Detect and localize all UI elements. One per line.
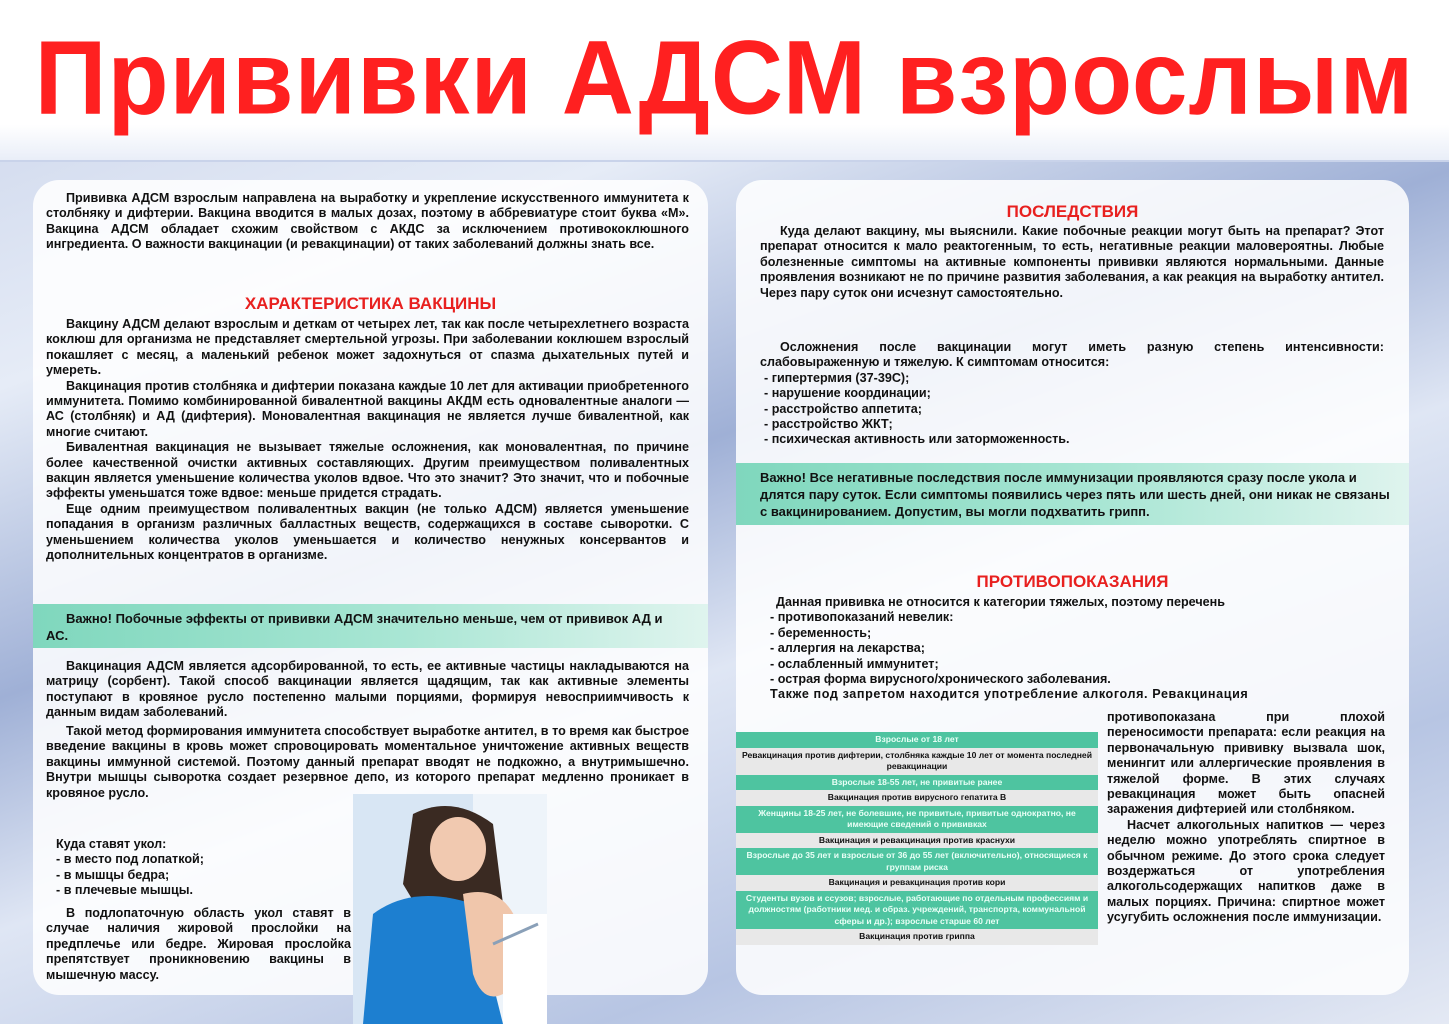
list-item: - расстройство аппетита; xyxy=(764,401,922,416)
table-row: Вакцинация и ревакцинация против краснухи xyxy=(736,833,1098,849)
injection-sites-title: Куда ставят укол: xyxy=(56,837,167,851)
char-paragraph-1: Вакцину АДСМ делают взрослым и деткам от четырех лет, так как после четырехлетнего возраста коклюш для организма не представляет смертельной угрозы. При заболевании коклюшем взрослый покашляет с месяц, а маленький ребенок может задохнуться от спазма дыхательных путей и умереть. xyxy=(46,317,689,378)
symptoms-list xyxy=(760,371,1384,448)
table-row: Ревакцинация против дифтерии, столбняка каждые 10 лет от момента последней ревакцинации xyxy=(736,748,1098,775)
table-row: Вакцинация против гриппа xyxy=(736,929,1098,945)
method-paragraph: Такой метод формирования иммунитета способствует выработке антител, в то время как быстрое введение вакцины в кровь может спровоцировать моментальное уничтожение активных веществ вакцины иммунной системой. Поэтому данный препарат вводят не подкожно, а внутримышечно. Внутри мышцы сыворотка создает резервное депо, из которого препарат медленно проникает в кровяное русло. xyxy=(46,724,689,800)
left-important-box xyxy=(33,604,708,648)
header-band xyxy=(0,0,1449,162)
characteristics-heading: ХАРАКТЕРИСТИКА ВАКЦИНЫ xyxy=(244,294,497,313)
list-item: - аллергия на лекарства; xyxy=(770,641,925,656)
subscapular-text xyxy=(46,906,351,983)
right-important-text: Важно! Все негативные последствия после иммунизации проявляются сразу после укола и длятся пару суток. Если симптомы появились через пять или шесть дней, они никак не связаны с вакцинированием. Допустим, вы могли подхватить грипп. xyxy=(760,470,1390,519)
char-paragraph-3: Бивалентная вакцинация не вызывает тяжелые осложнения, как моновалентная, по причине более качественной очистки активных составляющих. Другим преимуществом поливалентных вакцин является уменьшение количества уколов вдвое. Что это значит? Это значит, что и побочные эффекты уменьшатся тоже вдвое: меньше придется страдать. xyxy=(46,440,689,501)
characteristics-text xyxy=(46,317,689,564)
list-item: - гипертермия (37-39С); xyxy=(764,370,910,385)
list-item: - ослабленный иммунитет; xyxy=(770,656,939,671)
contra-intro: Данная прививка не относится к категории тяжелых, поэтому перечень xyxy=(776,595,1226,609)
consequences-paragraph-1: Куда делают вакцину, мы выяснили. Какие побочные реакции могут быть на препарат? Этот препарат относится к мало реактогенным, то есть, негативные реакции маловероятны. Любые болезненные симптомы на активные компоненты прививки являются нормальными. Данные проявления возникают не по причине развития заболевания, а как реакция на выработку антител. Через пару суток они исчезнут самостоятельно. xyxy=(760,224,1384,300)
list-item: - расстройство ЖКТ; xyxy=(764,417,893,432)
contraindications-list xyxy=(770,610,1390,687)
injection-sites xyxy=(46,837,346,899)
list-item: - в мышцы бедра; xyxy=(56,867,170,882)
table-row: Вакцинация и ревакцинация против кори xyxy=(736,875,1098,891)
table-row: Взрослые до 35 лет и взрослые от 36 до 55 лет (включительно), относящиеся к группам риска xyxy=(736,848,1098,875)
adsorbed-paragraph-1: Вакцинация АДСМ является адсорбированной, то есть, ее активные частицы накладываются на матрицу (сорбент). Такой способ вакцинации является щадящим, так как активные элементы поступают в кровяное русло постепенно малыми порциями, формируя невосприимчивость к данным видам заболеваний. xyxy=(46,659,689,720)
revaccination-text xyxy=(1107,710,1385,926)
table-row: Женщины 18-25 лет, не болевшие, не привитые, привитые однократно, не имеющие сведений о прививках xyxy=(736,806,1098,833)
list-item: - в место под лопаткой; xyxy=(56,852,204,867)
intro-paragraph: Прививка АДСМ взрослым направлена на выработку и укрепление искусственного иммунитета к столбняку и дифтерии. Вакцина вводится в малых дозах, поэтому в аббревиатуре стоит буква «М». Вакцина АДСМ обладает схожим свойством с АКДС за исключением противококлюшного ингредиента. О важности вакцинации (и ревакцинации) от таких заболеваний должны знать все. xyxy=(46,191,689,252)
right-important-box xyxy=(736,463,1409,525)
alcohol-line: Также под запретом находится употребление алкоголя. Ревакцинация xyxy=(770,687,1249,702)
complications-text xyxy=(760,340,1384,448)
contraindications-heading: ПРОТИВОПОКАЗАНИЯ xyxy=(976,572,1169,591)
list-item: - в плечевые мышцы. xyxy=(56,883,193,898)
vaccination-photo xyxy=(353,794,547,1024)
adsorbed-text xyxy=(46,659,689,721)
page-title: Прививки АДСМ взрослым xyxy=(34,19,1415,137)
list-item: - психическая активность или заторможенность. xyxy=(764,432,1070,447)
complications-paragraph: Осложнения после вакцинации могут иметь разную степень интенсивности: слабовыраженную и тяжелую. К симптомам относится: xyxy=(760,340,1384,370)
method-text xyxy=(46,724,689,801)
alcohol-paragraph: Насчет алкогольных напитков — через неделю можно употреблять спиртное в обычном режиме. До этого срока следует воздержаться от употребления алкогольсодержащих напитков даже в малых порциях. Причина: спиртное может усугубить осложнения после иммунизации. xyxy=(1107,817,1385,925)
table-row: Вакцинация против вирусного гепатита В xyxy=(736,790,1098,806)
consequences-heading: ПОСЛЕДСТВИЯ xyxy=(1006,202,1139,221)
table-row: Взрослые от 18 лет xyxy=(736,732,1098,748)
list-item: - острая форма вирусного/хронического заболевания. xyxy=(770,672,1111,687)
char-paragraph-2: Вакцинация против столбняка и дифтерии показана каждые 10 лет для активации приобретенного иммунитета. Помимо комбинированной бивалентной вакцины АКДМ есть одновалентные аналоги — АС (столбняк) и АД (дифтерия). Моновалентная вакцинация не является лучше бивалентной, как многие считают. xyxy=(46,378,689,439)
revaccination-paragraph: противопоказана при плохой переносимости препарата: если реакция на первоначальную прививку вызвала шок, менингит или аллергические проявления в тяжелой форме. В этих случаях ревакцинация может быть опасней заражения дифтерией или столбняком. xyxy=(1107,710,1385,817)
injection-sites-list xyxy=(46,852,346,898)
char-paragraph-4: Еще одним преимуществом поливалентных вакцин (не только АДСМ) является уменьшение попадания в организм различных балластных веществ, содержащихся в составе сыворотки. С уменьшением количества уколов уменьшается и количество ненужных консервантов и дополнительных концентратов в организме. xyxy=(46,501,689,563)
intro-text xyxy=(46,191,689,253)
list-item: - беременность; xyxy=(770,625,872,640)
subscapular-paragraph: В подлопаточную область укол ставят в случае наличия жировой прослойки на предплечье или бедре. Жировая прослойка препятствует проникновению вакцины в мышечную массу. xyxy=(46,906,351,982)
table-row: Студенты вузов и ссузов; взрослые, работающие по отдельным профессиям и должностям (работники мед. и образ. учреждений, транспорта, коммунальной сферы и др.); взрослые старше 60 лет xyxy=(736,891,1098,930)
vaccination-schedule-table xyxy=(736,732,1098,945)
vaccination-illustration xyxy=(353,794,547,1024)
list-item: - противопоказаний невелик: xyxy=(770,610,954,625)
list-item: - нарушение координации; xyxy=(764,386,931,401)
left-important-text: Важно! Побочные эффекты от прививки АДСМ значительно меньше, чем от прививок АД и АС. xyxy=(46,611,663,643)
consequences-text xyxy=(760,224,1384,301)
table-row: Взрослые 18-55 лет, не привитые ранее xyxy=(736,775,1098,791)
contraindications-text xyxy=(770,595,1390,703)
